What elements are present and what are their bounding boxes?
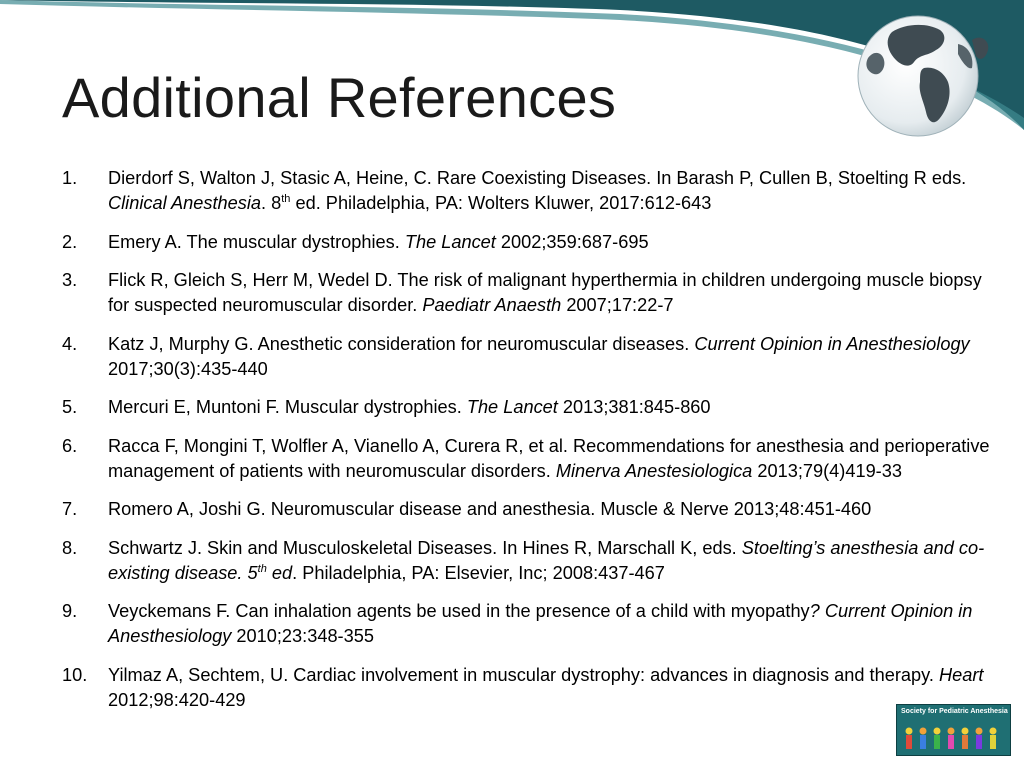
reference-text: Stoelting’s anesthesia and co-existing disease. 5 (108, 537, 985, 583)
reference-number: 9. (62, 601, 78, 621)
reference-text: Current Opinion in Anesthesiology (694, 333, 970, 354)
reference-text: . Philadelphia, PA: Elsevier, Inc; 2008:437-467 (292, 562, 665, 583)
reference-text: Dierdorf S, Walton J, Stasic A, Heine, C. Rare Coexisting Diseases. In Barash P, Cullen B, Stoelting R eds. (108, 168, 967, 188)
reference-text: . 8 (261, 193, 282, 213)
reference-text: The Lancet (466, 397, 558, 417)
reference-item (62, 230, 992, 255)
slide-title: Additional References (62, 66, 617, 129)
reference-text: ed. Philadelphia, PA: Wolters Kluwer, 2017:612-643 (290, 193, 712, 213)
reference-text: 2013;79(4)419-33 (752, 460, 902, 481)
reference-item (62, 536, 992, 586)
reference-list (62, 166, 992, 726)
reference-text: Katz J, Murphy G. Anesthetic consideration for neuromuscular diseases. (108, 333, 695, 354)
reference-item (62, 268, 992, 318)
reference-number: 5. (62, 397, 78, 417)
reference-text: 2012;98:420-429 (108, 689, 246, 710)
reference-number: 10. (62, 664, 88, 685)
reference-text: Minerva Anestesiologica (555, 460, 753, 481)
reference-text: Flick R, Gleich S, Herr M, Wedel D. The risk of malignant hyperthermia in children undergoing muscle biopsy for suspected neuromuscular disorder. (108, 270, 982, 315)
reference-text: 2017;30(3):435-440 (108, 358, 268, 379)
reference-number: 4. (62, 333, 78, 354)
reference-text: Emery A. The muscular dystrophies. (108, 231, 405, 252)
reference-number: 7. (62, 499, 78, 519)
reference-text: The Lancet (404, 231, 496, 252)
reference-text: Heart (938, 664, 984, 685)
reference-text: Yilmaz A, Sechtem, U. Cardiac involvement in muscular dystrophy: advances in diagnosis and therapy. (108, 664, 939, 685)
reference-item (62, 599, 992, 649)
society-logo (896, 704, 1011, 756)
reference-item (62, 497, 992, 522)
reference-text: ? Current Opinion in Anesthesiology (108, 601, 973, 646)
reference-text: Clinical Anesthesia (108, 193, 261, 213)
reference-number: 2. (62, 231, 78, 252)
reference-text: th (281, 192, 291, 205)
reference-text: ed (266, 562, 293, 583)
reference-text: 2002;359:687-695 (495, 231, 649, 252)
reference-item (62, 434, 992, 484)
reference-text: 2010;23:348-355 (231, 626, 374, 646)
reference-text: 2013;381:845-860 (557, 397, 711, 417)
reference-text: Mercuri E, Muntoni F. Muscular dystrophies. (108, 397, 467, 417)
reference-item (62, 332, 992, 382)
reference-item (62, 166, 992, 216)
reference-number: 3. (62, 270, 78, 290)
reference-number: 8. (62, 537, 78, 558)
globe-icon (840, 10, 1000, 138)
reference-number: 6. (62, 435, 78, 456)
reference-text: Veyckemans F. Can inhalation agents be used in the presence of a child with myopathy (108, 601, 810, 621)
reference-text: Paediatr Anaesth (422, 295, 562, 315)
reference-text: Racca F, Mongini T, Wolfler A, Vianello A, Curera R, et al. Recommendations for anesthesia and perioperative management of patients with neuromuscular disorders. (108, 435, 990, 481)
reference-item (62, 663, 992, 713)
reference-text: th (257, 562, 267, 575)
children-figures-icon (901, 725, 1006, 753)
logo-text: Society for Pediatric Anesthesia (901, 708, 1008, 715)
reference-text: Schwartz J. Skin and Musculoskeletal Diseases. In Hines R, Marschall K, eds. (108, 537, 742, 558)
reference-text: 2007;17:22-7 (561, 295, 674, 315)
reference-number: 1. (62, 168, 78, 188)
reference-item (62, 395, 992, 420)
reference-text: Romero A, Joshi G. Neuromuscular disease and anesthesia. Muscle & Nerve 2013;48:451-460 (108, 499, 872, 519)
